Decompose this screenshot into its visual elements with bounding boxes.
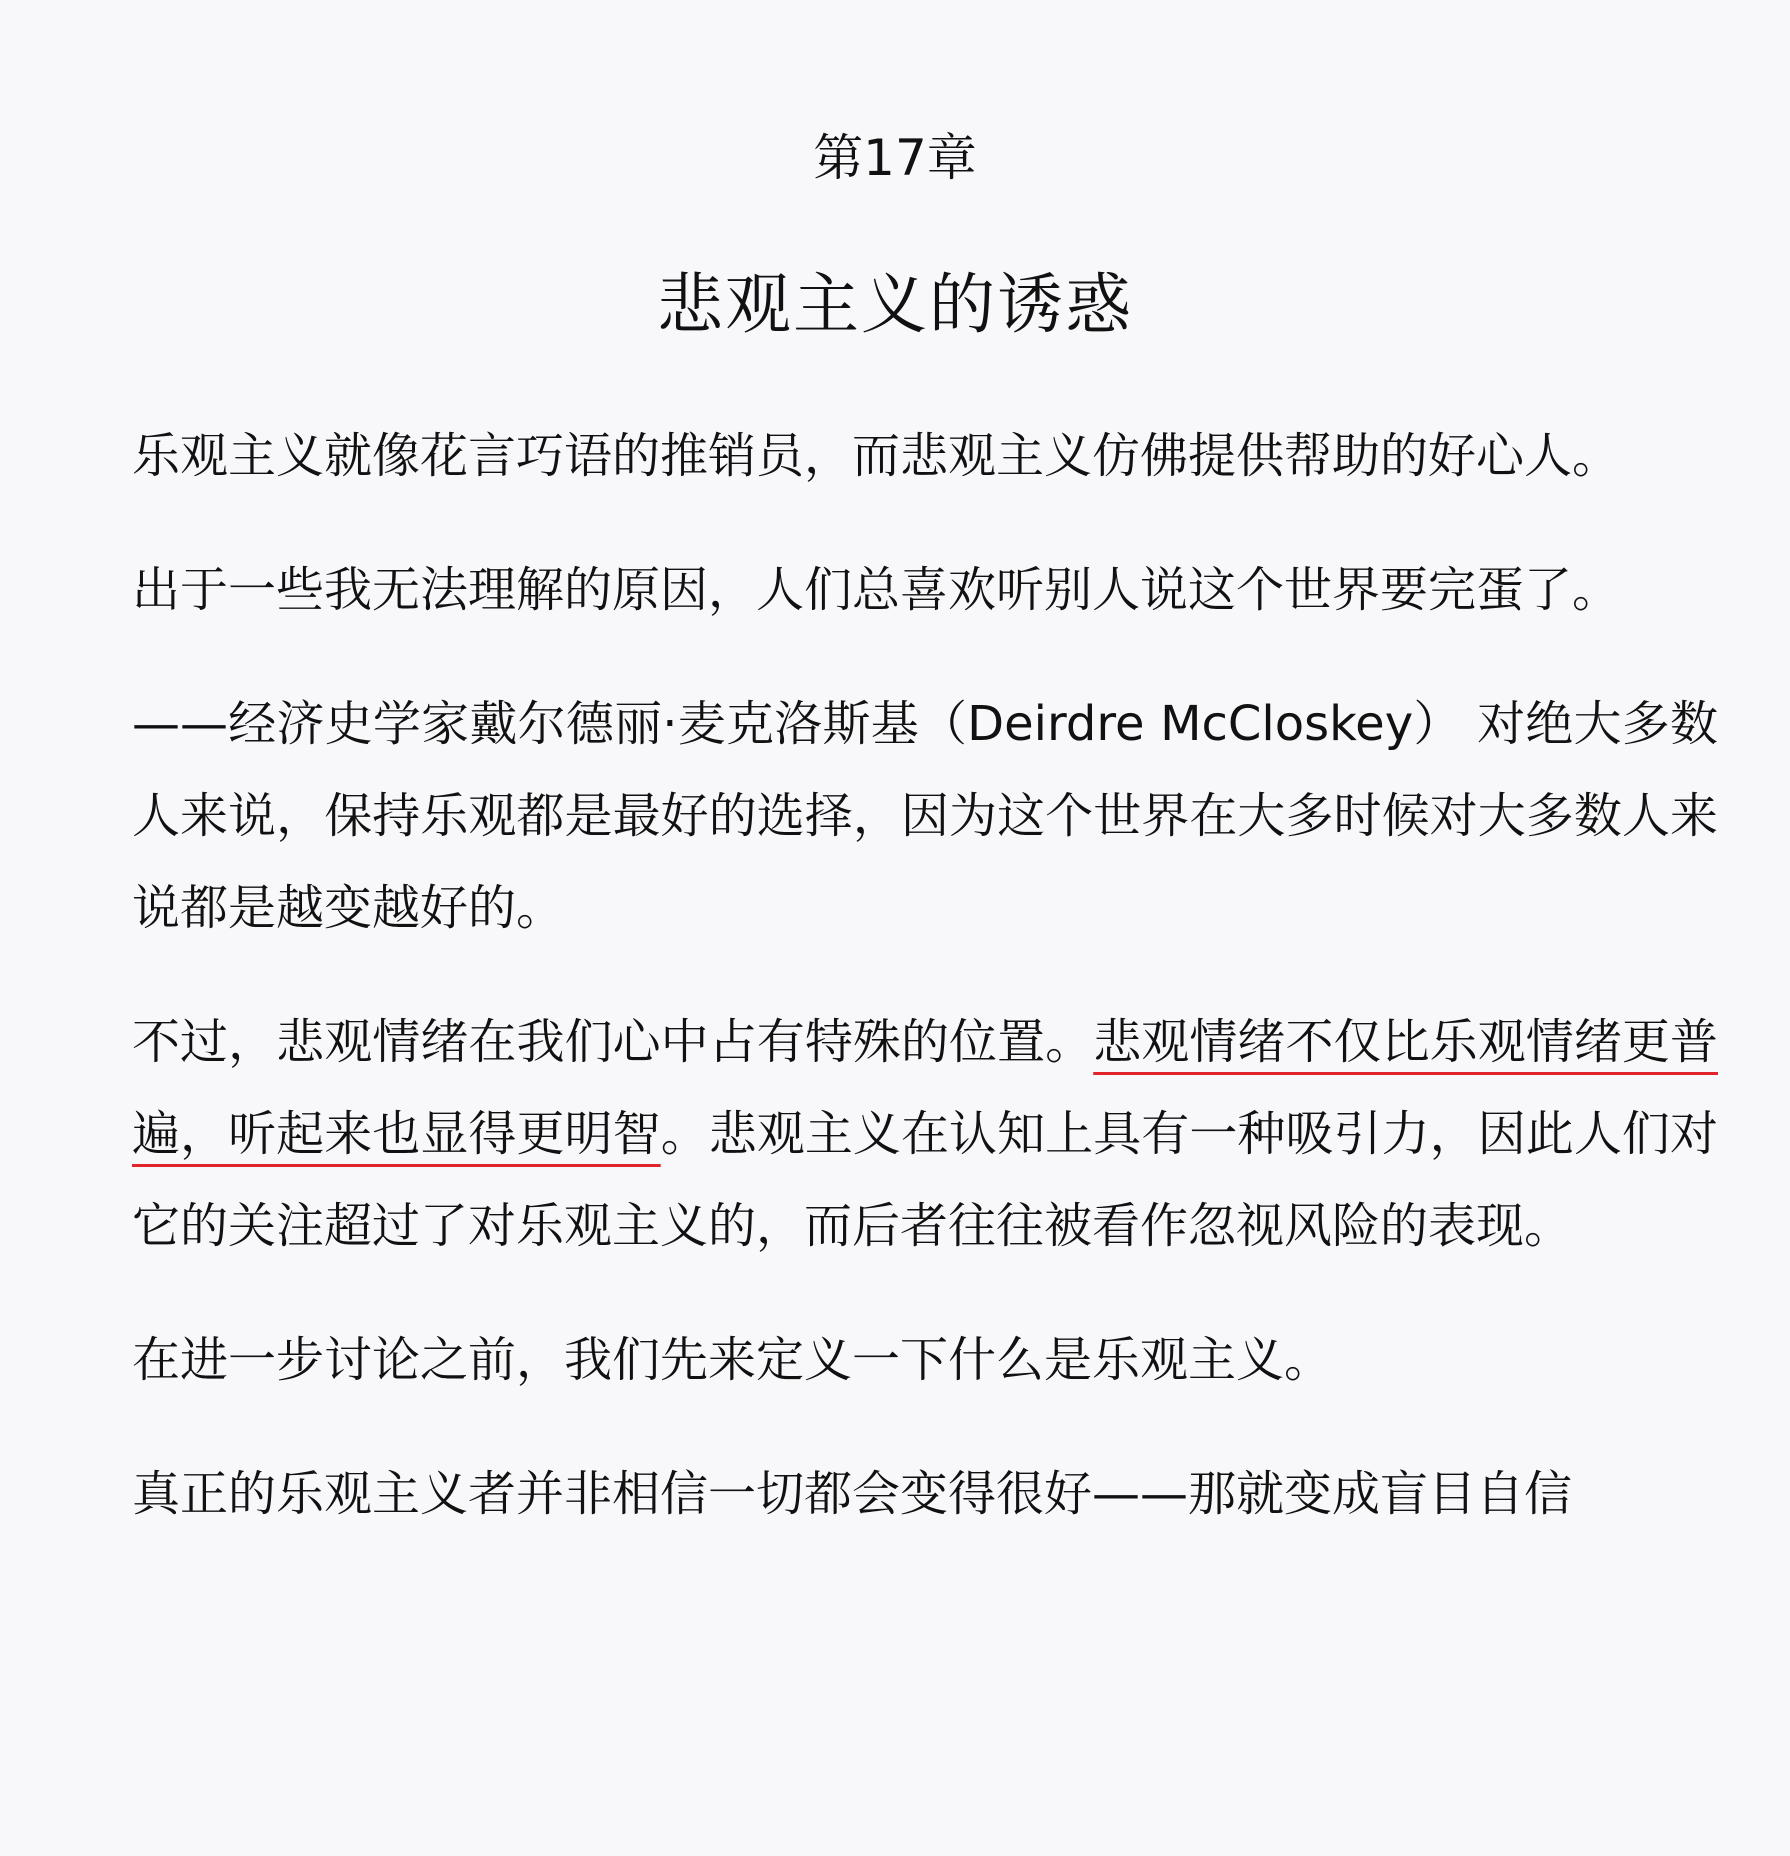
paragraph-2: 出于一些我无法理解的原因，人们总喜欢听别人说这个世界要完蛋了。 [132,562,1621,618]
paragraph-4-before: 不过，悲观情绪在我们心中占有特殊的位置。 [132,1014,1094,1070]
paragraph-4-after: 。悲观主义在认知上具有一种吸引力，因此人们对它的关注超过了对乐观主义的，而后者往往被看作忽视风险的表现。 [132,1106,1718,1254]
highlighted-passage[interactable]: 悲观情绪不仅比乐观情绪更普遍，听起来也显得更明智 [132,1014,1718,1162]
paragraph-3-quote: ——经济史学家戴尔德丽·麦克洛斯基（Deirdre McCloskey） 对绝大多数人来说，保持乐观都是最好的选择，因为这个世界在大多时候对大多数人来说都是越变越好的。 [132,696,1718,936]
paragraph-6: 真正的乐观主义者并非相信一切都会变得很好——那就变成盲目自信 [132,1466,1573,1522]
paragraph-1: 乐观主义就像花言巧语的推销员，而悲观主义仿佛提供帮助的好心人。 [132,428,1621,484]
paragraph-5: 在进一步讨论之前，我们先来定义一下什么是乐观主义。 [132,1332,1333,1388]
chapter-body [132,410,1718,1582]
chapter-number: 第17章 [813,129,977,187]
chapter-title: 悲观主义的诱惑 [657,266,1133,343]
paragraph-4 [132,996,1718,1272]
